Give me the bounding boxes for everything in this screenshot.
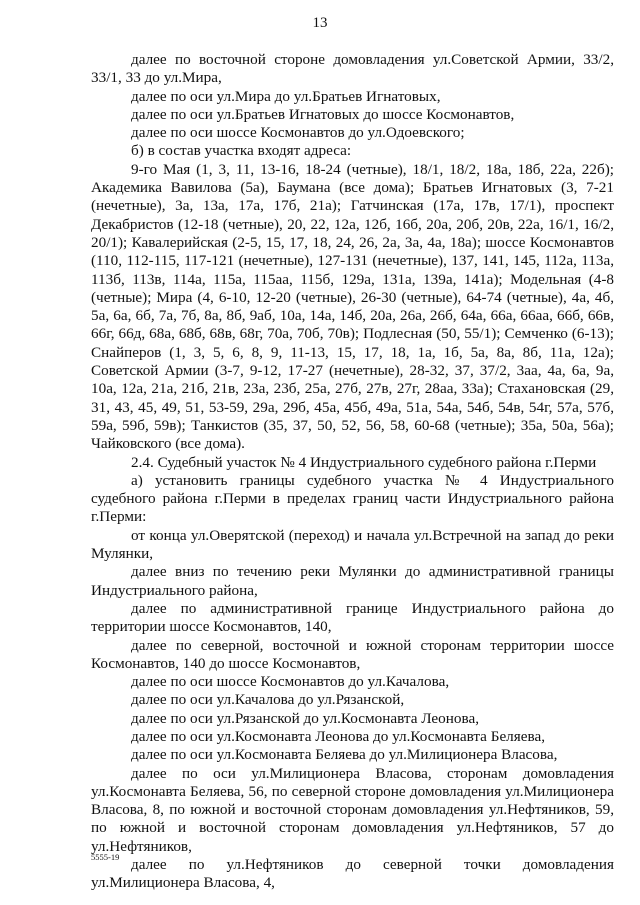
document-body — [91, 51, 614, 893]
paragraph: далее по оси ул.Милиционера Власова, сторонам домовладения ул.Космонавта Беляева, 56, по северной стороне домовладения ул.Милиционера Власова, 8, по южной и восточной сторонам домовладения ул.Нефтяников, 59, по южной и восточной сторонам домовладения ул.Нефтяников, 57 до ул.Нефтяников, — [91, 764, 614, 855]
paragraph: далее по оси ул.Рязанской до ул.Космонавта Леонова, — [131, 709, 479, 727]
paragraph: далее по восточной стороне домовладения ул.Советской Армии, 33/2, 33/1, 33 до ул.Мира, — [91, 51, 614, 87]
paragraph: далее по северной, восточной и южной сторонам территории шоссе Космонавтов, 140 до шоссе Космонавтов, — [91, 636, 614, 672]
paragraph: а) установить границы судебного участка № 4 Индустриального судебного района г.Перми в пределах границ части Индустриального района г.Перми: — [91, 471, 614, 526]
paragraph: далее по оси ул.Качалова до ул.Рязанской, — [131, 691, 405, 709]
paragraph: далее по оси ул.Братьев Игнатовых до шоссе Космонавтов, — [131, 105, 515, 123]
paragraph: далее по оси ул.Космонавта Беляева до ул.Милиционера Власова, — [131, 746, 558, 764]
paragraph: б) в состав участка входят адреса: — [131, 142, 352, 160]
paragraph: далее по оси шоссе Космонавтов до ул.Качалова, — [131, 673, 450, 691]
paragraph: далее по оси ул.Космонавта Леонова до ул.Космонавта Беляева, — [131, 727, 545, 745]
footer-document-code: 5555-19 — [91, 852, 120, 862]
paragraph: далее вниз по течению реки Мулянки до административной границы Индустриального района, — [91, 563, 614, 599]
paragraph: от конца ул.Оверятской (переход) и начала ул.Встречной на запад до реки Мулянки, — [91, 526, 614, 563]
paragraph: далее по оси шоссе Космонавтов до ул.Одоевского; — [131, 124, 465, 142]
section-heading: 2.4. Судебный участок № 4 Индустриального судебного района г.Перми — [131, 453, 597, 471]
page-number: 13 — [312, 15, 328, 31]
paragraph: далее по ул.Нефтяников до северной точки домовладения ул.Милиционера Власова, 4, — [91, 856, 614, 892]
paragraph: далее по административной границе Индустриального района до территории шоссе Космонавтов, 140, — [91, 599, 614, 636]
address-list-paragraph: 9-го Мая (1, 3, 11, 13-16, 18-24 (четные), 18/1, 18/2, 18а, 18б, 22а, 22б); Академика Вавилова (5а), Баумана (все дома); Братьев Игнатовых (3, 7-21 (нечетные), 3а, 13а, 17а, 17б, 21а); Гатчинская (17а, 17в, 17/1), проспект Декабристов (12-18 (четные), 20, 22, 12а, 12б, 16б, 20а, 20б, 20в, 22а, 16/1, 16/2, 20/1); Кавалерийская (2-5, 15, 17, 18, 24, 26, 2а, 3а, 4а, 18а); шоссе Космонавтов (110, 112-115, 117-121 (нечетные), 127-131 (нечетные), 137, 141, 145, 112а, 113а, 113б, 113в, 114а, 115а, 115аа, 115б, 129а, 131а, 139а, 141а); Модельная (4-8 (четные); Мира (4, 6-10, 12-20 (четные), 26-30 (четные), 64-74 (четные), 4а, 4б, 5а, 6а, 6б, 7а, 7б, 8а, 8б, 9аб, 10а, 14а, 14б, 20а, 26а, 26б, 64а, 66а, 66аа, 66б, 66в, 66г, 66д, 68а, 68б, 68в, 68г, 70а, 70б, 70в); Подлесная (50, 55/1); Семченко (6-13); Снайперов (1, 3, 5, 6, 8, 9, 11-13, 15, 17, 18, 1а, 1б, 5а, 8а, 8б, 11а, 12а); Советской Армии (3-7, 9-12, 17-27 (нечетные), 28-32, 37, 37/2, 3аа, 4а, 6а, 9а, 10а, 12а, 21а, 21б, 21в, 23а, 23б, 25а, 27б, 27в, 27г, 28аа, 33а); Стахановская (29, 31, 43, 45, 49, 51, 53-59, 29а, 29б, 45а, 45б, 49а, 51а, 54а, 54б, 54в, 54г, 57а, 57б, 59а, 59б, 59в); Танкистов (35, 37, 50, 52, 56, 58, 60-68 (четные); 35а, 50а, 56а); Чайковского (все дома). — [91, 160, 614, 453]
paragraph: далее по оси ул.Мира до ул.Братьев Игнатовых, — [131, 87, 441, 105]
